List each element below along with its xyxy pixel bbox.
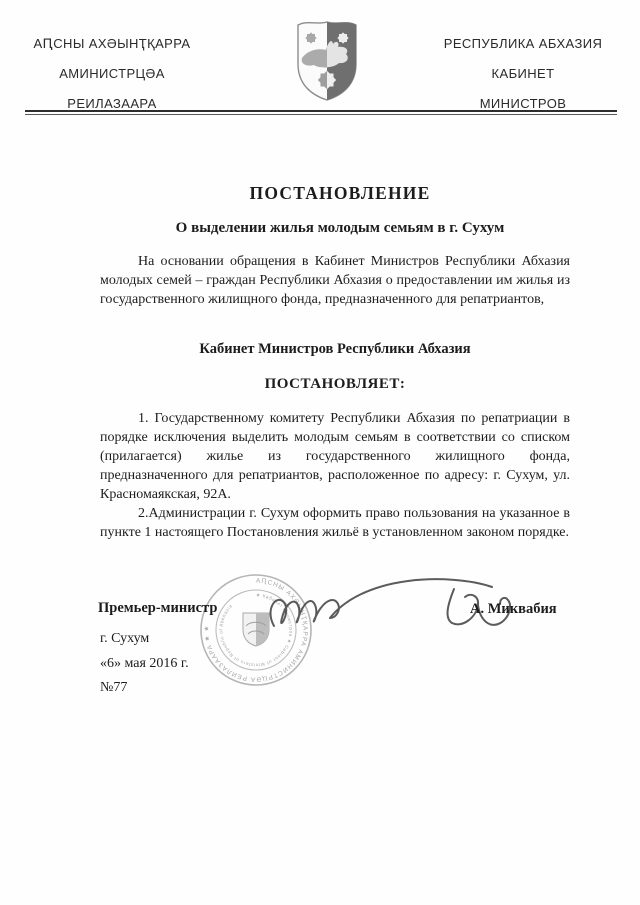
resolution-clauses [100,409,570,542]
signer-position-title: Премьер-министр [98,600,218,616]
org-line: АМИНИСТРЦӘА [59,66,165,81]
clause-2: 2.Администрации г. Сухум оформить право пользования на указанное в пункте 1 настоящего Постановления жильё в установленном законом порядке. [100,506,570,540]
stamp-outer-ring-text: АԤСНЫ АХӘЫНҬҚАРРА АМИНИСТРЦӘА РЕИЛАЗААРА ★ ★ [203,577,309,683]
signature-city: г. Сухум [100,631,150,646]
org-line: КАБИНЕТ [491,66,555,81]
resolution-word: ПОСТАНОВЛЯЕТ: [264,376,406,392]
letterhead-divider [25,110,617,115]
letterhead-left-abkhaz [12,29,212,119]
document-number: №77 [100,680,128,695]
coat-of-arms-icon [292,16,362,104]
document-subject: О выделении жилья молодым семьям в г. Сухум [175,220,505,236]
org-line: АԤСНЫ АХӘЫНҬҚАРРА [33,36,191,51]
document-title: ПОСТАНОВЛЕНИЕ [249,183,431,203]
signature-date: «6» мая 2016 г. [100,656,189,671]
clause-1: 1. Государственному комитету Республики Абхазия по репатриации в порядке исключения выделить молодым семьям в соответствии со списком (прилагается) жилье из государственного жилищного фонда, предназначенного для репатриантов, расположенное по адресу: г. Сухум, ул. Красномаякская, 92А. [100,411,570,502]
org-line: МИНИСТРОВ [479,96,567,111]
org-line: РЕСПУБЛИКА АБХАЗИЯ [443,36,603,51]
preamble-paragraph: На основании обращения в Кабинет Министров Республики Абхазия молодых семей – граждан Республики Абхазия о предоставлении им жилья из государственного жилищного фонда, предназначенного для репатриантов, [100,254,570,307]
letterhead-right-russian [423,29,623,119]
stamp-inner-ring-text: ★ Кабинет Министров ★ Cabinet of Ministers of Republic of Abkhazia [218,592,294,668]
org-line: РЕИЛАЗААРА [67,96,157,111]
authority-line: Кабинет Министров Республики Абхазия [199,341,471,357]
signer-name: А. Миквабия [470,601,557,617]
